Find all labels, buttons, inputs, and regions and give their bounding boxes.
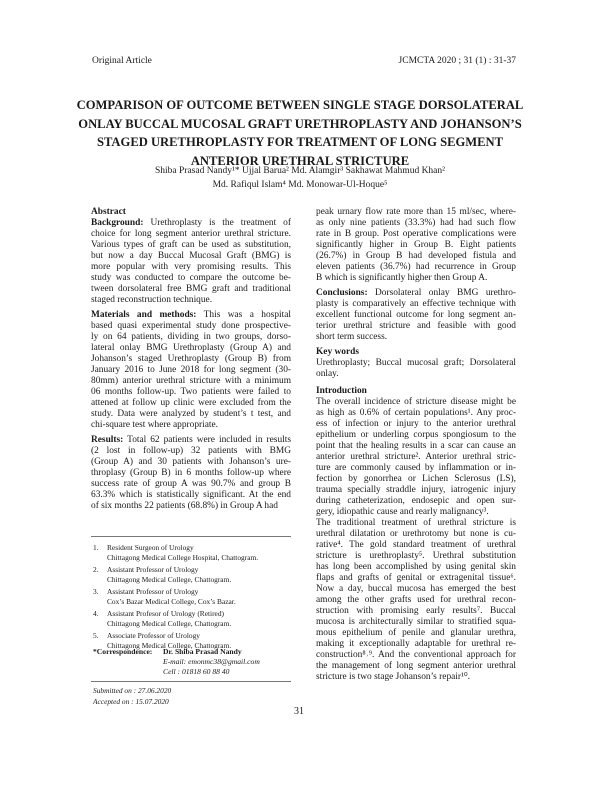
correspondence-label: *Correspondence: [93, 647, 153, 656]
affiliation-item [93, 609, 293, 628]
text-line: ess of infection or injury to the anterior urethral [316, 419, 516, 429]
text-line: peak urnary flow rate more than 15 ml/sec, where- [316, 207, 516, 217]
text-line: (2 lost in follow-up) 32 patients with BMG [91, 446, 291, 456]
affiliation-item [93, 587, 293, 606]
text-line: 63.3% which is statistically significant. At the end [91, 490, 291, 500]
affiliation-line: Resident Surgeon of Urology [107, 543, 194, 552]
text-line: onlay. [316, 369, 339, 379]
text-line: throplasy (Group B) in 6 months follow-up where [91, 468, 291, 478]
author-list [60, 165, 540, 192]
text-line: The traditional treatment of urethral stricture is [316, 518, 516, 528]
footnote-divider [91, 536, 291, 537]
text-line: urethral dilatation or urethrotomy but none is cu- [316, 529, 516, 539]
abstract-section [316, 288, 516, 343]
article-title [60, 96, 540, 170]
correspondence-name: Dr. Shiba Prasad Nandy [163, 647, 242, 656]
text-line: based quasi experimental study done prospective- [91, 321, 291, 331]
text-line: stricture is urethroplasty⁵. Urethral substitution [316, 551, 516, 561]
abstract-section-label: Background: [91, 218, 144, 228]
abstract-section-label: Materials and methods: [91, 310, 197, 320]
affiliation-line: Chittagong Medical College Hospital, Chattogram. [107, 552, 259, 562]
text-line: Johanson’s staged Urethroplasty (Group B) from [91, 354, 291, 364]
text-line: (Group A) and 30 patients with Johanson’s ure- [91, 457, 291, 467]
right-column [316, 207, 516, 683]
abstract-section [316, 207, 516, 284]
text-line [316, 288, 516, 299]
text-line: mucosa is architecturally similar to stratified squa- [316, 617, 516, 627]
affiliation-number: 5. [93, 631, 99, 640]
text-line: stricture is two stage Johanson’s repair¹⁰. [316, 672, 470, 682]
text-line-content: Total 62 patients were included in results [127, 435, 291, 445]
correspondence [93, 647, 293, 677]
text-line [91, 435, 291, 446]
text-line: (26.7%) in Group B had developed fistula and [316, 251, 516, 261]
affiliation-line: Assistant Professor of Urology [107, 587, 199, 596]
journal-citation: JCMCTA 2020 ; 31 (1) : 31-37 [398, 56, 516, 66]
abstract-section [91, 310, 291, 431]
text-line: more popular with very promising results. This [91, 262, 291, 272]
text-line: study was conducted to compare the outcome be- [91, 273, 291, 283]
text-line: Various types of graft can be used as substitution, [91, 240, 291, 250]
text-line: during catheterization, endosepic and open sur- [316, 496, 516, 506]
text-line: rative⁴. The gold standard treatment of urethral [316, 540, 516, 550]
text-line: staged reconstruction technique. [91, 295, 213, 305]
text-line-content: Urethroplasty is the treatment of [150, 218, 291, 228]
text-line: of six months 22 patients (68.8%) in Group A had [91, 501, 278, 511]
text-line: Urethroplasty; Buccal mucosal graft; Dorsolateral [316, 358, 516, 368]
affiliations [93, 543, 293, 653]
affiliation-number: 1. [93, 543, 99, 552]
keywords-heading: Key words [316, 347, 359, 357]
text-line: epithelium or underling corpus spongiosum to the [316, 430, 516, 440]
introduction-heading: Introduction [316, 386, 367, 396]
text-line: but now a day Buccal Mucosal Graft (BMG) is [91, 251, 291, 261]
text-line: point that the healing results in a scar can cause an [316, 441, 516, 451]
abstract-section [91, 218, 291, 306]
text-line: terior urethral stricture and feasible with good [316, 321, 516, 331]
text-line: lateral onlay BMG Urethroplasty (Group A) and [91, 343, 291, 353]
affiliation-line: Chittagong Medical College, Chattogram. [107, 640, 232, 650]
text-line: 06 months follow-up. Two patients were failed to [91, 387, 291, 397]
text-line: rate in B group. Post operative complications were [316, 229, 516, 239]
affiliation-item [93, 543, 293, 562]
introduction-paragraph [316, 397, 516, 518]
text-line: plasty is comparatively an effective technique with [316, 299, 516, 309]
text-line: ture are commonly caused by inflammation or in- [316, 463, 516, 473]
text-line [91, 218, 291, 229]
text-line: gery, idiopathic cause and rearly malignancy³. [316, 507, 489, 517]
text-line-content: This was a hospital [203, 310, 291, 320]
text-line: eleven patients (36.7%) had recurrence in Group [316, 262, 516, 272]
affiliation-line: Chittagong Medical College, Chattogram. [107, 574, 232, 584]
text-line: ly on 64 patients, dividing in two groups, dorso- [91, 332, 291, 342]
left-column [91, 207, 291, 516]
affiliation-line: Cox’s Bazar Medical College, Cox’s Bazar. [107, 596, 236, 606]
text-line: success rate of group A was 90.7% and group B [91, 479, 291, 489]
abstract-section [91, 435, 291, 512]
title-line: ONLAY BUCCAL MUCOSAL GRAFT URETHROPLASTY AND JOHANSON’S [78, 116, 522, 131]
text-line: the management of long segment anterior urethral [316, 661, 516, 671]
title-line: ANTERIOR URETHRAL STRICTURE [190, 153, 410, 168]
affiliation-item [93, 565, 293, 584]
correspondence-email[interactable]: E-mail: emonmc38@gmail.com [163, 657, 260, 666]
title-line: STAGED URETHROPLASTY FOR TREATMENT OF LONG SEGMENT [96, 135, 504, 149]
text-line: excellent functional outcome for long segment an- [316, 310, 516, 320]
affiliation-line: Associate Professor of Urology [107, 631, 200, 640]
introduction-paragraph [316, 518, 516, 683]
affiliation-number: 4. [93, 609, 99, 618]
text-line [91, 310, 291, 321]
title-line: COMPARISON OF OUTCOME BETWEEN SINGLE STAGE DORSOLATERAL [76, 98, 524, 112]
text-line: struction with promising early results⁷. Buccal [316, 606, 516, 616]
text-line: trauma specially straddle injury, iatrogenic injury [316, 485, 516, 495]
affiliation-line: Assistant Profesor of Urology (Retired) [107, 609, 224, 618]
affiliation-number: 3. [93, 587, 99, 596]
text-line: mous epithelium of penile and glanular urethra, [316, 628, 516, 638]
text-line: has long been accomplished by using genital skin [316, 562, 516, 572]
text-line: significantly higher in Group B. Eight patients [316, 240, 516, 250]
correspondence-cell: Cell : 01818 60 88 40 [163, 667, 230, 676]
text-line: B which is significantly higher then Group A. [316, 273, 488, 283]
text-line: choice for long segment anterior urethral stricture. [91, 229, 291, 239]
text-line: tween dorsolateral free BMG graft and traditional [91, 284, 291, 294]
article-type: Original Article [92, 56, 152, 66]
abstract-heading: Abstract [91, 207, 126, 217]
text-line: Now a day, buccal mucosa has emerged the best [316, 584, 516, 594]
affiliation-text [107, 565, 231, 584]
affiliation-text [107, 609, 231, 628]
author-line: Shiba Prasad Nandy¹* Ujjal Barua² Md. Alamgir³ Sakhawat Mahmud Khan² [154, 166, 445, 176]
accepted-date: Accepted on : 15.07.2020 [93, 697, 169, 706]
text-line: anterior urethral stricture². Anterior urethral stric- [316, 452, 516, 462]
abstract-section-label: Conclusions: [316, 288, 368, 298]
text-line: 80mm) anterior urethral stricture with a minimum [91, 376, 291, 386]
text-line: short term success. [316, 332, 388, 342]
text-line: study. Data were analyzed by student’s t test, and [91, 409, 291, 419]
text-line: fection by gonorrhea or Lichen Sclerosus (LS), [316, 474, 516, 484]
abstract-section-label: Results: [91, 435, 124, 445]
text-line: among the other grafts used for urethral recon- [316, 595, 516, 605]
submitted-date: Submitted on : 27.06.2020 [93, 686, 172, 695]
text-line-content: Dorsolateral onlay BMG urethro- [375, 288, 517, 298]
affiliation-line: Assistant Professor of Urology [107, 565, 199, 574]
dates-divider [91, 681, 291, 682]
text-line: as high as 0.6% of certain populations¹. Any proc- [316, 408, 516, 418]
author-line: Md. Rafiqul Islam⁴ Md. Monowar-Ul-Hoque⁵ [212, 179, 388, 190]
text-line: The overall incidence of stricture disease might be [316, 397, 516, 407]
affiliation-line: Chittagong Medical College, Chattogram. [107, 618, 232, 628]
text-line: January 2016 to June 2018 for long segment (30- [91, 365, 291, 375]
affiliation-text [107, 543, 258, 562]
keywords [316, 358, 516, 380]
affiliation-number: 2. [93, 565, 99, 574]
affiliation-text [107, 587, 236, 606]
page-number: 31 [294, 706, 304, 717]
text-line: construction⁸˒⁹. And the conventional approach for [316, 650, 516, 660]
text-line: chi-square test where appropriate. [91, 420, 219, 430]
text-line: attened at follow up clinic were excluded from the [91, 398, 291, 408]
text-line: as only nine patients (33.3%) had had such flow [316, 218, 516, 228]
text-line: flaps and grafts of genital or extragenital tissue⁶. [316, 573, 516, 583]
text-line: making it exceptionally adaptable for urethral re- [316, 639, 516, 649]
